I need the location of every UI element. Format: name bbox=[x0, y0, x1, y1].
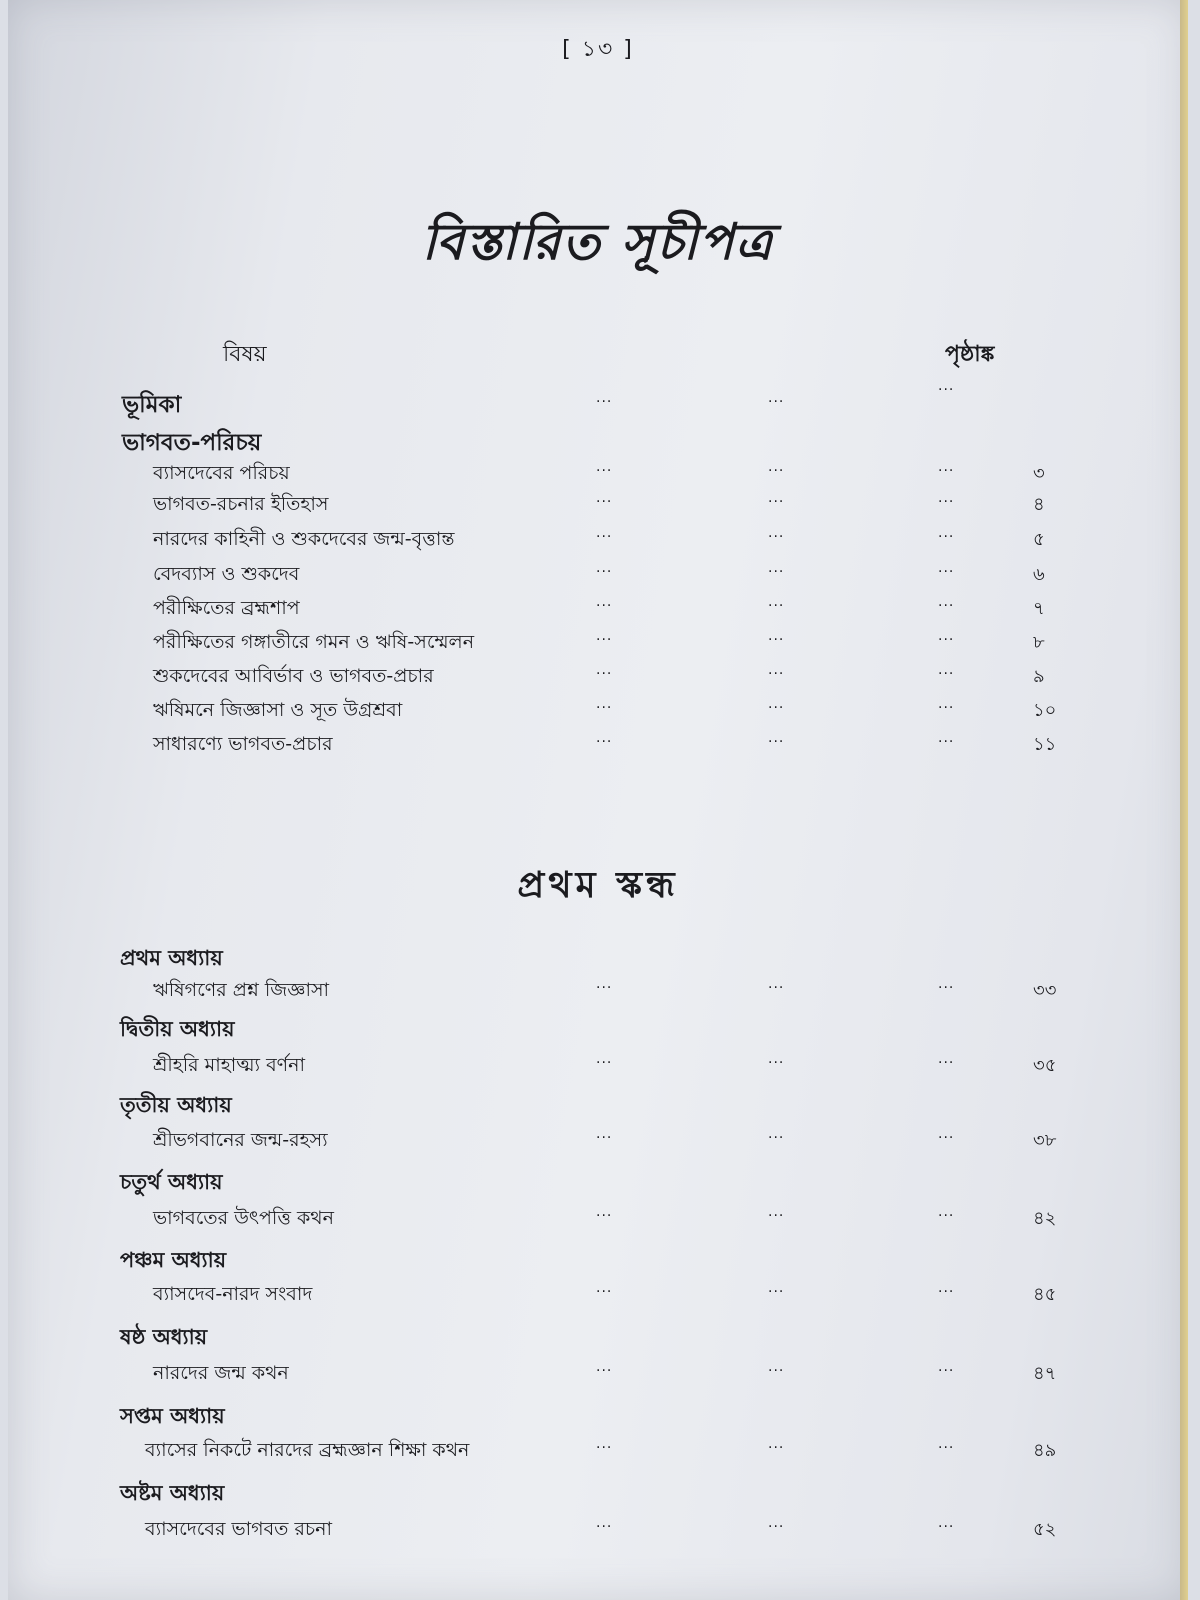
leader-dots: ... bbox=[938, 1515, 955, 1531]
leader-dots: ... bbox=[596, 560, 613, 576]
leader-dots: ... bbox=[596, 1204, 613, 1220]
chapter-heading-label: প্রথম অধ্যায় bbox=[120, 946, 223, 970]
toc-page-number: ৩ bbox=[1033, 463, 1045, 484]
toc-page-number: ৪২ bbox=[1033, 1208, 1057, 1229]
toc-page-number: ৪৯ bbox=[1033, 1440, 1057, 1461]
toc-row bbox=[8, 628, 1188, 658]
leader-dots: ... bbox=[938, 1359, 955, 1375]
leader-dots: ... bbox=[596, 1051, 613, 1067]
toc-row bbox=[8, 730, 1188, 760]
leader-dots: ... bbox=[768, 976, 785, 992]
leader-dots: ... bbox=[938, 560, 955, 576]
column-header-subject: বিষয় bbox=[223, 342, 267, 367]
toc-row bbox=[8, 1280, 1188, 1310]
chapter-heading bbox=[8, 1477, 1188, 1507]
leader-dots: ... bbox=[596, 696, 613, 712]
toc-row bbox=[8, 525, 1188, 555]
chapter-heading bbox=[8, 1244, 1188, 1274]
leader-dots: ... bbox=[938, 662, 955, 678]
chapter-heading bbox=[8, 1400, 1188, 1430]
leader-dots: ... bbox=[938, 628, 955, 644]
leader-dots: ... bbox=[596, 730, 613, 746]
page-title: বিস্তারিত সূচীপত্র bbox=[421, 212, 775, 271]
leader-dots: ... bbox=[768, 525, 785, 541]
leader-dots: ... bbox=[768, 696, 785, 712]
leader-dots: ... bbox=[596, 1126, 613, 1142]
toc-page-number: ৩৩ bbox=[1033, 980, 1057, 1001]
leader-dots: ... bbox=[768, 490, 785, 506]
leader-dots: ... bbox=[938, 1204, 955, 1220]
toc-row bbox=[8, 490, 1188, 520]
leader-dots: ... bbox=[768, 560, 785, 576]
leader-dots: ... bbox=[768, 662, 785, 678]
toc-item-label: ব্যাসদেবের ভাগবত রচনা bbox=[145, 1518, 333, 1540]
leader-dots: ... bbox=[938, 696, 955, 712]
leader-dots: ... bbox=[938, 730, 955, 746]
leader-dots: ... bbox=[768, 730, 785, 746]
toc-item-label: নারদের কাহিনী ও শুকদেবের জন্ম-বৃত্তান্ত bbox=[153, 528, 455, 550]
toc-page-number: ৪৭ bbox=[1033, 1363, 1057, 1384]
toc-item-label: পরীক্ষিতের গঙ্গাতীরে গমন ও ঋষি-সম্মেলন bbox=[153, 631, 475, 653]
leader-dots: ... bbox=[768, 1359, 785, 1375]
toc-row bbox=[8, 696, 1188, 726]
section-title: প্রথম স্কন্ধ bbox=[517, 865, 679, 906]
toc-page-number: ৪ bbox=[1033, 494, 1045, 515]
column-header-page: পৃষ্ঠাঙ্ক bbox=[945, 342, 995, 367]
leader-dots: ... bbox=[596, 1436, 613, 1452]
toc-page-number: ৫ bbox=[1033, 529, 1045, 550]
page-number: [ ১৩ ] bbox=[562, 37, 634, 62]
toc-page-number: ৩৮ bbox=[1033, 1130, 1057, 1151]
toc-page-number: ৯ bbox=[1033, 666, 1045, 687]
chapter-heading-label: চতুর্থ অধ্যায় bbox=[120, 1170, 223, 1194]
toc-item-label: ঋষিমনে জিজ্ঞাসা ও সূত উগ্রশ্রবা bbox=[153, 699, 403, 721]
leader-dots: ... bbox=[768, 1204, 785, 1220]
toc-page-number: ৭ bbox=[1033, 598, 1045, 619]
toc-item-label: বেদব্যাস ও শুকদেব bbox=[153, 563, 300, 585]
toc-item-label: ভাগবতের উৎপত্তি কথন bbox=[153, 1207, 334, 1229]
toc-item-label: পরীক্ষিতের ব্রহ্মশাপ bbox=[153, 597, 300, 619]
toc-page-number: ৪৫ bbox=[1033, 1284, 1057, 1305]
leader-dots: ... bbox=[938, 1051, 955, 1067]
chapter-heading-label: সপ্তম অধ্যায় bbox=[120, 1404, 225, 1428]
toc-page-number: ৬ bbox=[1033, 564, 1045, 585]
toc-item-label: ব্যাসদেবের পরিচয় bbox=[153, 462, 290, 484]
toc-item-label: ঋষিগণের প্রশ্ন জিজ্ঞাসা bbox=[153, 979, 330, 1001]
leader-dots: ... bbox=[768, 594, 785, 610]
leader-dots: ... bbox=[596, 594, 613, 610]
leader-dots: ... bbox=[768, 459, 785, 475]
leader-dots: ... bbox=[768, 1436, 785, 1452]
leader-dots: ... bbox=[768, 1515, 785, 1531]
book-page bbox=[8, 0, 1188, 1600]
chapter-heading bbox=[8, 1013, 1188, 1043]
chapter-heading bbox=[8, 1089, 1188, 1119]
leader-dots: ... bbox=[938, 459, 955, 475]
toc-row bbox=[8, 594, 1188, 624]
toc-item-label: শ্রীভগবানের জন্ম-রহস্য bbox=[153, 1129, 328, 1151]
chapter-heading bbox=[8, 942, 1188, 972]
leader-dots: ... bbox=[596, 1280, 613, 1296]
chapter-heading bbox=[8, 1321, 1188, 1351]
leader-dots: ... bbox=[596, 1515, 613, 1531]
leader-dots: ... bbox=[596, 976, 613, 992]
toc-page-number: ৫২ bbox=[1033, 1519, 1057, 1540]
leader-dots: ... bbox=[768, 1126, 785, 1142]
toc-row bbox=[8, 1051, 1188, 1081]
leader-dots: ... bbox=[938, 525, 955, 541]
toc-page-number: ১১ bbox=[1033, 734, 1057, 755]
chapter-heading-label: পঞ্চম অধ্যায় bbox=[120, 1248, 227, 1272]
chapter-heading-label: তৃতীয় অধ্যায় bbox=[120, 1093, 232, 1117]
leader-dots: ... bbox=[768, 628, 785, 644]
toc-row bbox=[8, 662, 1188, 692]
chapter-heading bbox=[8, 1166, 1188, 1196]
leader-dots: ... bbox=[938, 1126, 955, 1142]
toc-heading: ভাগবত-পরিচয় bbox=[122, 430, 262, 456]
toc-item-label: সাধারণ্যে ভাগবত-প্রচার bbox=[153, 733, 333, 755]
toc-row-parichay bbox=[8, 424, 1188, 454]
toc-row bbox=[8, 1359, 1188, 1389]
leader-dots: ... bbox=[596, 628, 613, 644]
toc-heading: ভূমিকা bbox=[122, 392, 182, 418]
leader-dots: ... bbox=[596, 390, 613, 406]
toc-row bbox=[8, 459, 1188, 489]
toc-item-label: ব্যাসের নিকটে নারদের ব্রহ্মজ্ঞান শিক্ষা কথন bbox=[145, 1439, 470, 1461]
leader-dots: ... bbox=[768, 1051, 785, 1067]
toc-page-number: ৩৫ bbox=[1033, 1055, 1057, 1076]
leader-dots: ... bbox=[596, 525, 613, 541]
leader-dots: ... bbox=[596, 662, 613, 678]
toc-item-label: শ্রীহরি মাহাত্ম্য বর্ণনা bbox=[153, 1054, 305, 1076]
toc-page-number: ৮ bbox=[1033, 632, 1045, 653]
toc-row bbox=[8, 1515, 1188, 1545]
toc-row bbox=[8, 1126, 1188, 1156]
leader-dots: ... bbox=[596, 459, 613, 475]
leader-dots: ... bbox=[938, 378, 955, 394]
toc-item-label: নারদের জন্ম কথন bbox=[153, 1362, 289, 1384]
toc-row bbox=[8, 1204, 1188, 1234]
chapter-heading-label: অষ্টম অধ্যায় bbox=[120, 1481, 225, 1505]
leader-dots: ... bbox=[938, 976, 955, 992]
leader-dots: ... bbox=[596, 1359, 613, 1375]
leader-dots: ... bbox=[938, 594, 955, 610]
leader-dots: ... bbox=[596, 490, 613, 506]
leader-dots: ... bbox=[938, 1436, 955, 1452]
leader-dots: ... bbox=[768, 390, 785, 406]
chapter-heading-label: ষষ্ঠ অধ্যায় bbox=[120, 1325, 208, 1349]
toc-item-label: শুকদেবের আবির্ভাব ও ভাগবত-প্রচার bbox=[153, 665, 434, 687]
toc-row-bhumika bbox=[8, 378, 1188, 418]
leader-dots: ... bbox=[768, 1280, 785, 1296]
toc-page-number: ১০ bbox=[1033, 700, 1057, 721]
toc-row bbox=[8, 976, 1188, 1006]
leader-dots: ... bbox=[938, 490, 955, 506]
toc-row bbox=[8, 560, 1188, 590]
toc-row bbox=[8, 1436, 1188, 1466]
chapter-heading-label: দ্বিতীয় অধ্যায় bbox=[120, 1017, 235, 1041]
leader-dots: ... bbox=[938, 1280, 955, 1296]
toc-item-label: ভাগবত-রচনার ইতিহাস bbox=[153, 493, 329, 515]
toc-item-label: ব্যাসদেব-নারদ সংবাদ bbox=[153, 1283, 313, 1305]
